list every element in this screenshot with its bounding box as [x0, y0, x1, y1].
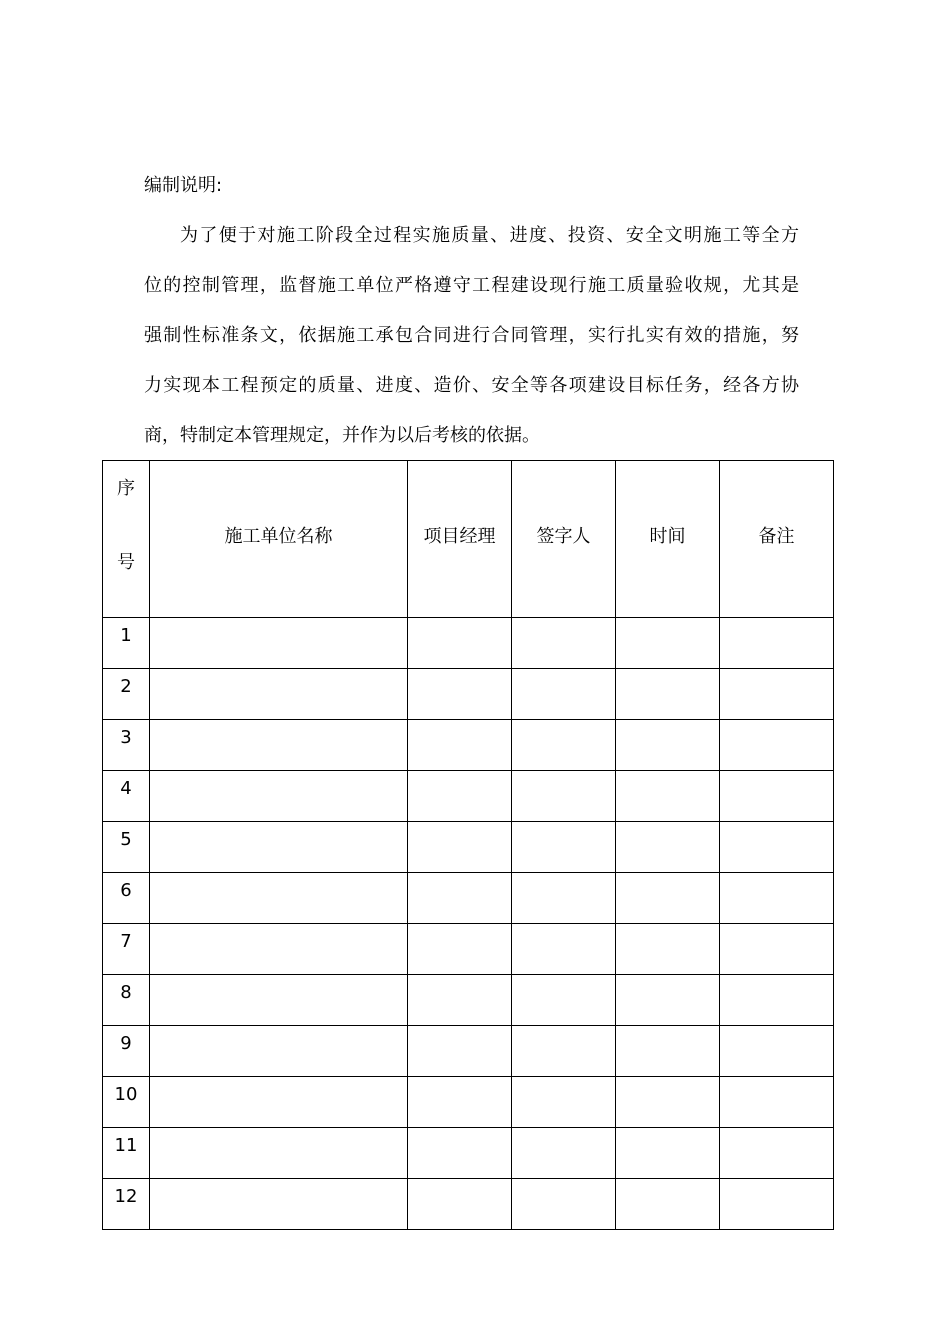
row-seq-number: 9: [103, 1026, 150, 1077]
cell-remarks: [720, 1026, 834, 1077]
cell-remarks: [720, 975, 834, 1026]
cell-time: [616, 618, 720, 669]
cell-unit-name: [150, 669, 408, 720]
cell-project-manager: [408, 1077, 512, 1128]
cell-time: [616, 720, 720, 771]
cell-project-manager: [408, 924, 512, 975]
cell-remarks: [720, 720, 834, 771]
cell-unit-name: [150, 720, 408, 771]
cell-unit-name: [150, 1026, 408, 1077]
table-row: [103, 771, 834, 822]
cell-unit-name: [150, 924, 408, 975]
table-row: [103, 822, 834, 873]
table-row: [103, 618, 834, 669]
cell-remarks: [720, 873, 834, 924]
row-seq-number: 4: [103, 771, 150, 822]
table-row: [103, 873, 834, 924]
cell-project-manager: [408, 720, 512, 771]
cell-unit-name: [150, 822, 408, 873]
row-seq-number: 10: [103, 1077, 150, 1128]
cell-time: [616, 1077, 720, 1128]
cell-signer: [512, 771, 616, 822]
cell-time: [616, 975, 720, 1026]
header-seq-top: 序: [117, 478, 135, 499]
row-seq-number: 12: [103, 1179, 150, 1230]
cell-time: [616, 1179, 720, 1230]
table-row: [103, 924, 834, 975]
table-row: [103, 1179, 834, 1230]
row-seq-number: 1: [103, 618, 150, 669]
cell-project-manager: [408, 669, 512, 720]
table-row: [103, 669, 834, 720]
cell-time: [616, 822, 720, 873]
header-project-manager: 项目经理: [408, 461, 512, 618]
header-seq: [103, 461, 150, 618]
cell-project-manager: [408, 618, 512, 669]
row-seq-number: 6: [103, 873, 150, 924]
header-unit-name: 施工单位名称: [150, 461, 408, 618]
cell-signer: [512, 618, 616, 669]
paragraph-line: 位的控制管理，监督施工单位严格遵守工程建设现行施工质量验收规，尤其是: [144, 275, 799, 296]
header-seq-bottom: 号: [117, 552, 135, 573]
cell-unit-name: [150, 1128, 408, 1179]
paragraph-line: 商，特制定本管理规定，并作为以后考核的依据。: [144, 425, 540, 446]
cell-signer: [512, 720, 616, 771]
cell-unit-name: [150, 771, 408, 822]
cell-unit-name: [150, 618, 408, 669]
cell-project-manager: [408, 822, 512, 873]
cell-project-manager: [408, 1026, 512, 1077]
cell-remarks: [720, 669, 834, 720]
cell-remarks: [720, 822, 834, 873]
cell-time: [616, 1128, 720, 1179]
cell-time: [616, 669, 720, 720]
cell-project-manager: [408, 1179, 512, 1230]
cell-remarks: [720, 924, 834, 975]
table-row: [103, 1077, 834, 1128]
row-seq-number: 2: [103, 669, 150, 720]
row-seq-number: 11: [103, 1128, 150, 1179]
cell-time: [616, 924, 720, 975]
paragraph-line: 强制性标准条文，依据施工承包合同进行合同管理，实行扎实有效的措施，努: [144, 325, 799, 346]
paragraph-line: 力实现本工程预定的质量、进度、造价、安全等各项建设目标任务，经各方协: [144, 375, 799, 396]
table-row: [103, 975, 834, 1026]
cell-project-manager: [408, 771, 512, 822]
cell-signer: [512, 1128, 616, 1179]
cell-remarks: [720, 1128, 834, 1179]
cell-project-manager: [408, 1128, 512, 1179]
cell-time: [616, 1026, 720, 1077]
cell-time: [616, 771, 720, 822]
sign-in-table: [102, 460, 834, 1230]
cell-signer: [512, 975, 616, 1026]
cell-signer: [512, 1179, 616, 1230]
description-paragraph: [144, 222, 799, 472]
header-signer: 签字人: [512, 461, 616, 618]
header-remarks: 备注: [720, 461, 834, 618]
cell-remarks: [720, 1179, 834, 1230]
cell-remarks: [720, 771, 834, 822]
header-time: 时间: [616, 461, 720, 618]
cell-unit-name: [150, 1179, 408, 1230]
cell-signer: [512, 669, 616, 720]
cell-time: [616, 873, 720, 924]
cell-project-manager: [408, 873, 512, 924]
cell-unit-name: [150, 873, 408, 924]
table-row: [103, 1128, 834, 1179]
cell-remarks: [720, 618, 834, 669]
table-row: [103, 1026, 834, 1077]
row-seq-number: 3: [103, 720, 150, 771]
table-header-row: [103, 461, 834, 618]
cell-project-manager: [408, 975, 512, 1026]
row-seq-number: 7: [103, 924, 150, 975]
cell-signer: [512, 924, 616, 975]
row-seq-number: 8: [103, 975, 150, 1026]
cell-remarks: [720, 1077, 834, 1128]
cell-unit-name: [150, 975, 408, 1026]
document-heading: 编制说明:: [144, 175, 223, 196]
cell-signer: [512, 873, 616, 924]
cell-signer: [512, 1026, 616, 1077]
paragraph-line: 为了便于对施工阶段全过程实施质量、进度、投资、安全文明施工等全方: [180, 225, 799, 246]
cell-signer: [512, 1077, 616, 1128]
cell-unit-name: [150, 1077, 408, 1128]
cell-signer: [512, 822, 616, 873]
row-seq-number: 5: [103, 822, 150, 873]
table-row: [103, 720, 834, 771]
